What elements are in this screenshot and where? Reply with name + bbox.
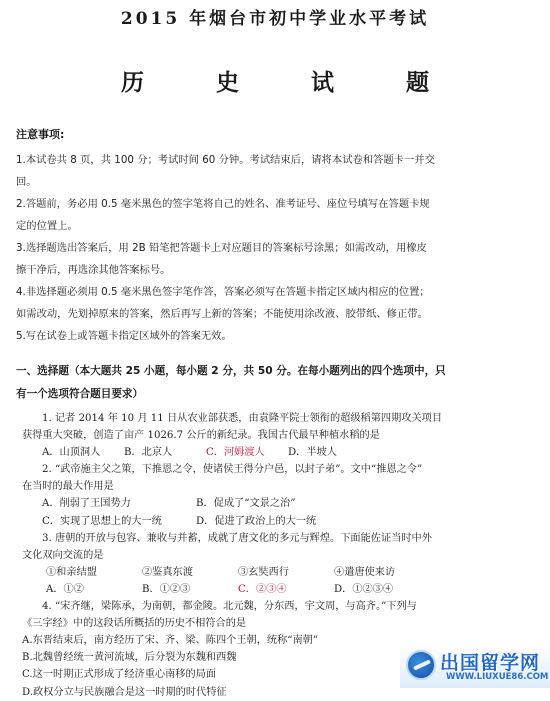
question-4-stem: 4. “宋齐继，梁陈承，为南朝，都金陵。北元魏，分东西，宇文周，与高齐。”下列与 bbox=[42, 601, 417, 613]
option-d: D．促进了政治上的大一统 bbox=[196, 515, 317, 527]
notes-heading: 注意事项: bbox=[16, 128, 65, 141]
watermark-title: 出国留学网 bbox=[440, 652, 541, 674]
question-2-stem-cont: 在当时的最大作用是 bbox=[22, 481, 114, 493]
note-line: 5.写在试卷上或答题卡指定区域外的答案无效。 bbox=[16, 330, 232, 342]
section-heading bbox=[16, 360, 536, 406]
option-c: C．②③④ bbox=[238, 583, 287, 595]
note-line: 定的位置上。 bbox=[16, 220, 78, 232]
option-b: B．①②③ bbox=[142, 583, 191, 595]
note-line: 回。 bbox=[16, 176, 37, 188]
item-2: ②鉴真东渡 bbox=[142, 566, 193, 578]
option-a: A．削弱了王国势力 bbox=[42, 498, 131, 510]
option-d: D．半坡人 bbox=[288, 447, 337, 459]
option-a: A.东晋结束后，南方经历了宋、齐、梁、陈四个王朝，统称“南朝” bbox=[22, 635, 319, 647]
question-2-stem: 2. “武帝施主父之策，下推恩之令，使诸侯王得分户邑，以封子弟”。文中“推恩之令” bbox=[42, 464, 423, 476]
item-1: ①和亲结盟 bbox=[46, 566, 97, 578]
question-1-options bbox=[22, 444, 532, 461]
option-d: D.政权分立与民族融合是这一时期的时代特征 bbox=[22, 686, 227, 698]
question-1-stem-cont: 获得重大突破，创造了亩产 1026.7 公斤的新纪录。我国古代最早种植水稻的是 bbox=[22, 430, 380, 442]
option-a: A．①② bbox=[46, 583, 84, 595]
option-a: A．山顶洞人 bbox=[42, 447, 101, 459]
option-d: D．①②③④ bbox=[334, 583, 394, 595]
item-3: ③玄奘西行 bbox=[238, 566, 289, 578]
site-watermark bbox=[400, 644, 550, 688]
question-3-stem: 3. 唐朝的开放与包容、兼收与并蓄，成就了唐文化的多元与辉煌。下面能佐证当时中外 bbox=[42, 532, 432, 544]
note-line: 擦干净后，再选涂其他答案标号。 bbox=[16, 264, 171, 276]
note-line: 3.选择题选出答案后，用 2B 铅笔把答题卡上对应题目的答案标号涂黑；如需改动，用橡皮 bbox=[16, 242, 427, 254]
question-3-stem-cont: 文化双向交流的是 bbox=[22, 549, 104, 561]
option-b: B.北魏曾经统一黄河流域，后分裂为东魏和西魏 bbox=[22, 652, 237, 664]
question-4-stem-cont: 《三字经》中的这段话所概括的历史不相符合的是 bbox=[22, 618, 247, 630]
notes-block bbox=[16, 126, 536, 347]
question-1-stem: 1. 记者 2014 年 10 月 11 日从农业部获悉，由袁隆平院士领衔的超级稻第四期攻关项目 bbox=[42, 413, 443, 424]
option-c: C．河姆渡人 bbox=[206, 447, 265, 459]
note-line: 4.非选择题必须用 0.5 毫米黑色签字笔作答，答案必须写在答题卡指定区域内相应的位置； bbox=[16, 286, 430, 298]
exam-title: 2015 年烟台市初中学业水平考试 bbox=[120, 9, 430, 29]
question-2-options-row-2 bbox=[22, 513, 532, 530]
item-4: ④遣唐使来访 bbox=[334, 566, 396, 578]
subject-title: 历 史 试 题 bbox=[120, 69, 462, 96]
question-3-items bbox=[22, 564, 532, 581]
note-line: 如需改动，先划掉原来的答案，然后再写上新的答案；不能使用涂改液、胶带纸、修正带。 bbox=[16, 308, 428, 320]
note-line: 2.答题前，务必用 0.5 毫米黑色的签字笔将自己的姓名、准考证号、座位号填写在答题卡规 bbox=[16, 198, 430, 210]
question-2-options-row-1 bbox=[22, 495, 532, 512]
option-c: C.这一时期正式形成了经济重心南移的局面 bbox=[22, 669, 217, 681]
question-3-options bbox=[22, 581, 532, 598]
note-line: 1.本试卷共 8 页，共 100 分；考试时间 60 分钟。考试结束后，请将本试卷和答题卡一并交 bbox=[16, 154, 435, 166]
option-b: B．北京人 bbox=[124, 447, 173, 459]
watermark-url: WWW.LIUXUE86.COM bbox=[446, 672, 549, 682]
globe-logo-icon bbox=[406, 650, 436, 680]
option-c: C．实现了思想上的大一统 bbox=[42, 515, 162, 527]
option-b: B．促成了“文景之治” bbox=[196, 498, 296, 510]
section-heading-line: 有一个选项符合题目要求） bbox=[16, 388, 144, 400]
section-heading-line: 一、选择题（本大题共 25 小题，每小题 2 分，共 50 分。在每小题列出的四个选项中，只 bbox=[16, 365, 446, 377]
